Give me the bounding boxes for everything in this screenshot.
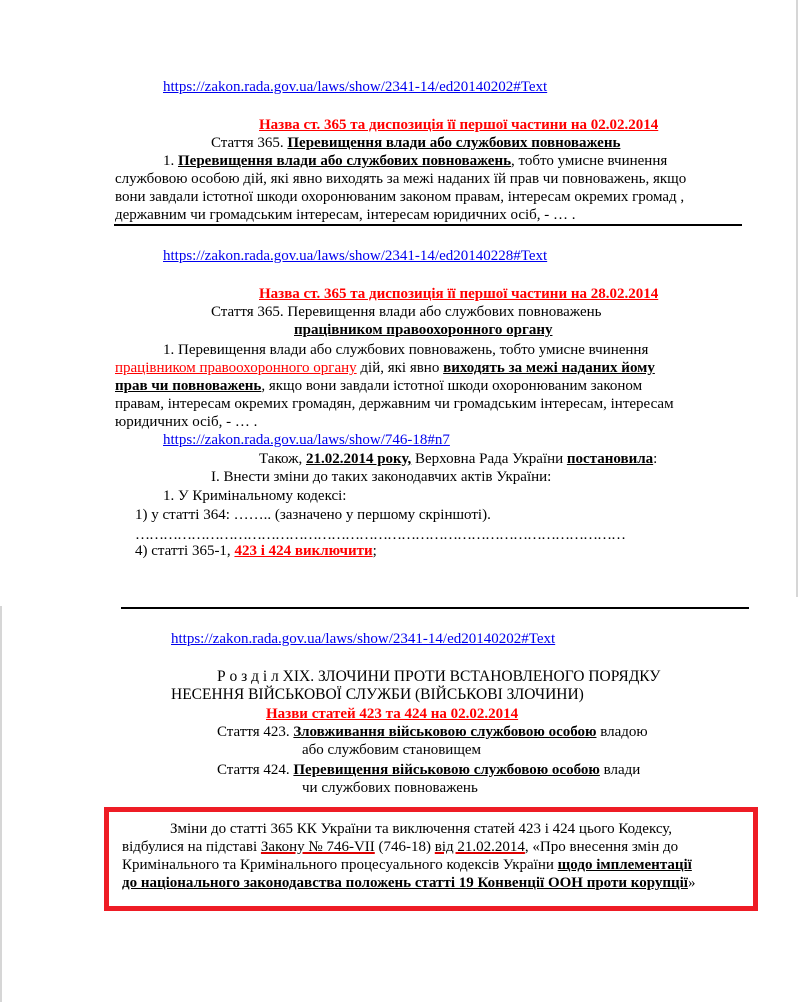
article-365-title: Стаття 365. Перевищення влади або службових повноважень (211, 135, 621, 151)
paragraph-line: вони завдали істотної шкоди охоронюваним законом правам, інтересам окремих громад , (115, 189, 685, 205)
heading-365-280214: Назва ст. 365 та диспозиція її першої частини на 28.02.2014 (259, 286, 659, 302)
heading-423-424: Назви статей 423 та 424 на 02.02.2014 (266, 706, 519, 722)
box-line: відбулися на підставі Закону № 746-VII (746-18) від 21.02.2014, «Про внесення змін до (122, 839, 679, 855)
box-line: Кримінального та Кримінального процесуального кодексів України щодо імплементації (122, 857, 692, 873)
also-line: Також, 21.02.2014 року, Верховна Рада України постановила: (259, 451, 658, 467)
paragraph-line: прав чи повноважень, якщо вони завдали істотної шкоди охоронюваним законом (115, 378, 643, 394)
section-title: НЕСЕННЯ ВІЙСЬКОВОЇ СЛУЖБИ (ВІЙСЬКОВІ ЗЛОЧИНИ) (171, 686, 584, 703)
link-746-18[interactable]: https://zakon.rada.gov.ua/laws/show/746-18#n7 (163, 432, 450, 448)
amend-line: 4) статті 365-1, 423 і 424 виключити; (135, 543, 377, 559)
paragraph-line: 1. Перевищення влади або службових повноважень, тобто умисне вчинення (163, 342, 649, 358)
ellipsis-line: …………………………………………………………………………………………… (135, 527, 625, 543)
box-line: Зміни до статті 365 КК України та виключення статей 423 і 424 цього Кодексу, (170, 821, 673, 837)
box-line: до національного законодавства положень статті 19 Конвенції ООН проти корупції» (122, 875, 696, 891)
page-edge (796, 0, 798, 598)
paragraph-line: службовою особою дій, які явно виходять за межі наданих їй прав чи повноважень, якщо (115, 171, 687, 187)
paragraph-line: 1. Перевищення влади або службових повноважень, тобто умисне вчинення (163, 153, 668, 169)
article-365-title-new: Стаття 365. Перевищення влади або службових повноважень (211, 304, 602, 320)
link-ed20140202[interactable]: https://zakon.rada.gov.ua/laws/show/2341-14/ed20140202#Text (163, 79, 548, 95)
article-423-line2: або службовим становищем (302, 742, 482, 758)
link-ed20140202-2[interactable]: https://zakon.rada.gov.ua/laws/show/2341-14/ed20140202#Text (171, 631, 556, 647)
article-423: Стаття 423. Зловживання військовою службовою особою владою (217, 724, 648, 740)
article-424: Стаття 424. Перевищення військовою службовою особою влади (217, 762, 641, 778)
paragraph-line: юридичних осіб, - … . (115, 414, 258, 430)
page-edge (0, 606, 2, 1002)
article-365-subtitle: працівником правоохоронного органу (294, 322, 553, 338)
paragraph-line: працівником правоохоронного органу дій, які явно виходять за межі наданих йому (115, 360, 655, 376)
heading-365-020214: Назва ст. 365 та диспозиція її першої частини на 02.02.2014 (259, 117, 659, 133)
divider (114, 224, 742, 226)
divider (121, 607, 749, 609)
link-ed20140228[interactable]: https://zakon.rada.gov.ua/laws/show/2341-14/ed20140228#Text (163, 248, 548, 264)
paragraph-line: державним чи громадським інтересам, інтересам юридичних осіб, - … . (115, 207, 576, 223)
section-title: Р о з д і л XIX. ЗЛОЧИНИ ПРОТИ ВСТАНОВЛЕНОГО ПОРЯДКУ (217, 668, 661, 685)
article-424-line2: чи службових повноважень (302, 780, 478, 796)
amend-line: 1. У Кримінальному кодексі: (163, 488, 347, 504)
paragraph-line: правам, інтересам окремих громадян, державним чи громадським інтересам, інтересам (115, 396, 674, 412)
amend-line: 1) у статті 364: …….. (зазначено у першому скріншоті). (135, 507, 491, 523)
amend-line: І. Внести зміни до таких законодавчих актів України: (211, 469, 552, 485)
page-gap (0, 597, 800, 606)
